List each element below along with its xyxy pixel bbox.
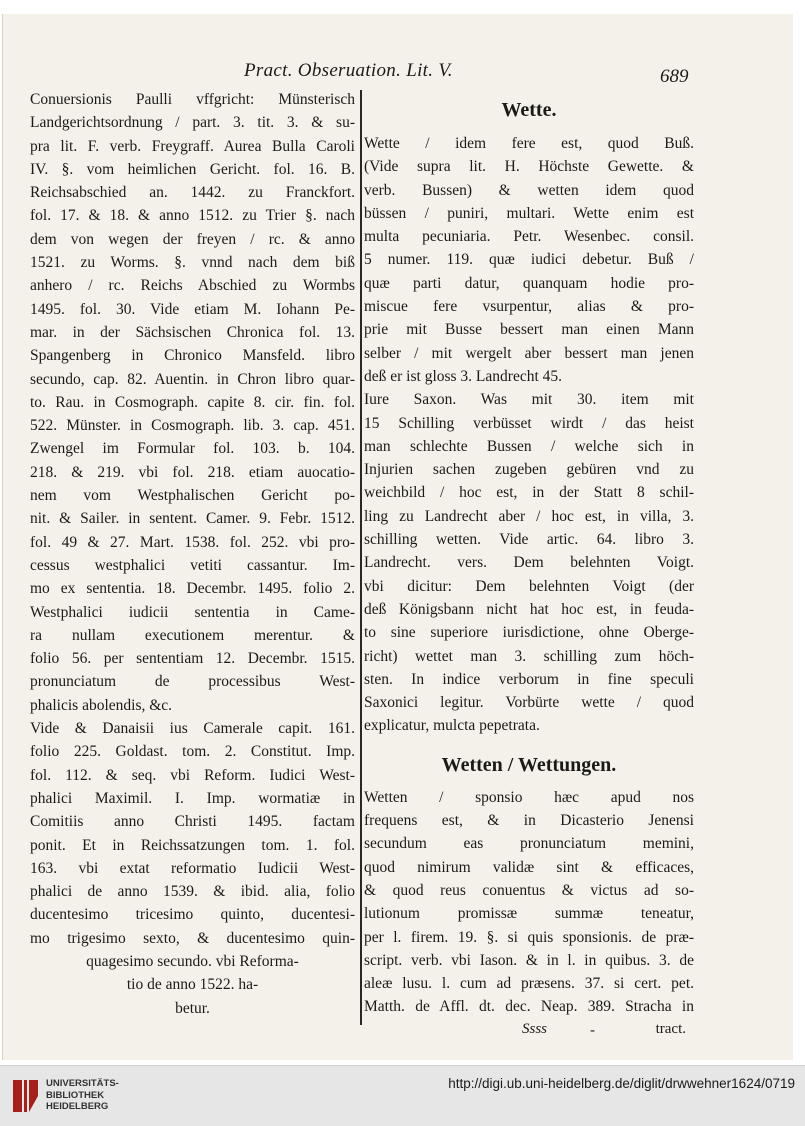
text-line: Landrecht. vers. Dem belehnten Voigt.: [364, 554, 694, 572]
text-line: nem vom Westphalischen Gericht po-: [30, 487, 355, 505]
text-line: lutionum promissæ summæ teneatur,: [364, 905, 694, 923]
text-line: to. Rau. in Cosmograph. capite 8. cir. fin. fol.: [30, 393, 355, 411]
permalink-url[interactable]: http://digi.ub.uni-heidelberg.de/diglit/drwwehner1624/0719: [448, 1076, 795, 1091]
text-line: schilling wetten. Vide artic. 64. libro 3.: [364, 531, 694, 549]
text-line: phalicis abolendis, &c.: [30, 696, 173, 714]
text-line: Wetten / sponsio hæc apud nos: [364, 788, 694, 806]
text-line: deß Königsbann nicht hat hoc est, in feuda-: [364, 600, 694, 618]
page-foot: [364, 1019, 694, 1043]
text-line: ling zu Landrecht aber / hoc est, in villa, 3.: [364, 507, 694, 525]
text-line: Reichsabschied an. 1442. zu Franckfort.: [30, 184, 355, 202]
signature-mark: Ssss: [522, 1020, 548, 1037]
logo-line-2: BIBLIOTHEK: [46, 1089, 105, 1101]
text-line: deß er ist gloss 3. Landrecht 45.: [364, 367, 563, 385]
text-line: anhero / rc. Reichs Abschied zu Wormbs: [30, 277, 355, 295]
text-line: Zwengel im Formular fol. 103. b. 104.: [30, 440, 355, 458]
text-line: secundum eas pronunciatum memini,: [364, 835, 694, 853]
column-divider: [360, 90, 362, 1025]
entry-body-wette: [364, 132, 694, 738]
text-line: fol. 17. & 18. & anno 1512. zu Trier §. nach: [30, 207, 355, 225]
text-line: mo ex sententia. 18. Decembr. 1495. folio 2.: [30, 580, 355, 598]
logo-line-3: HEIDELBERG: [46, 1101, 109, 1112]
text-line: prie mit Busse bessert man einen Mann: [364, 321, 694, 339]
text-line: man schlechte Bussen / welche sich in: [364, 437, 694, 455]
text-line: 163. vbi extat reformatio Iudicii West-: [30, 859, 355, 877]
right-column: [364, 88, 694, 1043]
text-line: Westphalici iudicii sententia in Came-: [30, 603, 355, 621]
text-line: phalici Maximil. I. Imp. wormatiæ in: [30, 789, 355, 807]
text-line: to sine superiore iurisdictione, ohne Oberge-: [364, 624, 694, 642]
text-line: script. verb. vbi Iason. & in l. in quibus. 3. de: [364, 951, 694, 969]
entry-body-wetten: [364, 786, 694, 1019]
text-line: fol. 112. & seq. vbi Reform. Iudici West-: [30, 766, 355, 784]
text-line: 1521. zu Worms. §. vnnd nach dem biß: [30, 254, 355, 272]
text-line: IV. §. vom heimlichen Gericht. fol. 16. B.: [30, 160, 355, 178]
university-library-logo-icon: [10, 1076, 40, 1116]
dash-mark: -: [590, 1020, 596, 1039]
text-line: quod nimirum validæ sint & efficaces,: [364, 858, 694, 876]
viewer-footer: [0, 1065, 805, 1126]
text-line: mar. in der Sächsischen Chronica fol. 13.: [30, 323, 355, 341]
text-line: Vide & Danaisii ius Camerale capit. 161.: [30, 720, 355, 738]
text-line: (Vide supra lit. H. Höchste Gewette. &: [364, 158, 694, 176]
text-line: folio 56. per sententiam 12. Decembr. 1515.: [30, 650, 355, 668]
text-line: aleæ lusu. l. cum ad præsens. 37. si cert. pet.: [364, 975, 694, 993]
text-line: 1495. fol. 30. Vide etiam M. Iohann Pe-: [30, 300, 355, 318]
text-line: nit. & Sailer. in sentent. Camer. 9. Febr. 1512.: [30, 510, 355, 528]
text-line: fol. 49 & 27. Mart. 1538. fol. 252. vbi pro-: [30, 533, 355, 551]
text-line: 15 Schilling verbüsset wirdt / das heist: [364, 414, 694, 432]
text-line: 522. Münster. in Cosmograph. lib. 3. cap. 451.: [30, 417, 355, 435]
text-line: quæ parti datur, quanquam hodie pro-: [364, 274, 694, 292]
text-line: Matth. de Affl. dt. dec. Neap. 389. Stracha in: [364, 998, 694, 1016]
text-line: Conuersionis Paulli vffgricht: Münsterisch: [30, 91, 355, 108]
text-line: Iure Saxon. Was mit 30. item mit: [364, 391, 694, 409]
text-line: secundo, cap. 82. Auentin. in Chron libro quar-: [30, 370, 355, 388]
text-line: Landgerichtsordnung / part. 3. tit. 3. & su-: [30, 114, 355, 132]
text-line: Injurien sachen zugeben gebüren vnd zu: [364, 461, 694, 479]
text-line: betur.: [175, 999, 210, 1017]
university-library-name: [46, 1078, 119, 1113]
text-line: selber / mit wergelt aber bessert man jenen: [364, 344, 694, 362]
page-number: 689: [660, 66, 689, 87]
text-line: weichbild / hoc est, in der Statt 8 schil-: [364, 484, 694, 502]
text-line: phalici de anno 1539. & ibid. alia, folio: [30, 883, 355, 901]
text-line: ducentesimo tricesimo quinto, ducentesi-: [30, 906, 355, 924]
text-line: Comitiis anno Christi 1495. factam: [30, 813, 355, 831]
text-line: explicatur, mulcta pepetrata.: [364, 717, 540, 735]
text-line: Wette / idem fere est, quod Buß.: [364, 135, 694, 152]
logo-line-1: UNIVERSITÄTS-: [46, 1078, 119, 1089]
text-line: quagesimo secundo. vbi Reforma-: [86, 952, 299, 970]
entry-heading-wetten: Wetten / Wettungen.: [441, 753, 617, 776]
left-column: [30, 88, 355, 1020]
text-line: richt) wettet man 3. schilling zum höch-: [364, 647, 694, 665]
text-line: dem von wegen der freyen / rc. & anno: [30, 230, 355, 248]
text-line: 218. & 219. vbi fol. 218. etiam auocatio-: [30, 463, 355, 481]
entry-heading-wette: Wette.: [501, 99, 557, 121]
text-line: cessus westphalici vetiti cassantur. Im-: [30, 556, 355, 574]
text-line: mo trigesimo sexto, & ducentesimo quin-: [30, 929, 355, 947]
text-line: folio 225. Goldast. tom. 2. Constitut. Imp.: [30, 743, 355, 761]
text-line: 5 numer. 119. quæ iudici debetur. Buß /: [364, 251, 694, 269]
text-line: sten. In indice verborum in fine speculi: [364, 670, 694, 688]
text-line: büssen / puniri, multari. Wette enim est: [364, 204, 694, 222]
text-line: & quod reus conuentus & victus ad so-: [364, 881, 694, 899]
text-line: ra nullam executionem merentur. &: [30, 626, 355, 644]
text-line: verb. Bussen) & wetten idem quod: [364, 181, 694, 199]
text-line: per l. firem. 19. §. si quis sponsionis. de præ-: [364, 928, 694, 946]
text-line: ponit. Et in Reichssatzungen tom. 1. fol.: [30, 836, 355, 854]
text-line: Spangenberg in Chronico Mansfeld. libro: [30, 347, 355, 365]
text-line: vbi dicitur: Dem belehnten Voigt (der: [364, 577, 694, 595]
text-line: pronunciatum de processibus West-: [30, 673, 355, 691]
text-line: Saxonici legitur. Vorbürte wette / quod: [364, 694, 694, 712]
catchword: tract.: [655, 1020, 686, 1037]
text-line: multa pecuniaria. Petr. Wesenbec. consil.: [364, 228, 694, 246]
running-header: Pract. Obseruation. Lit. V.: [244, 60, 453, 81]
text-line: miscue fere vsurpentur, alias & pro-: [364, 298, 694, 316]
text-line: tio de anno 1522. ha-: [126, 976, 259, 994]
text-line: pra lit. F. verb. Freygraff. Aurea Bulla Caroli: [30, 137, 355, 155]
text-line: frequens est, & in Dicasterio Jenensi: [364, 812, 694, 830]
